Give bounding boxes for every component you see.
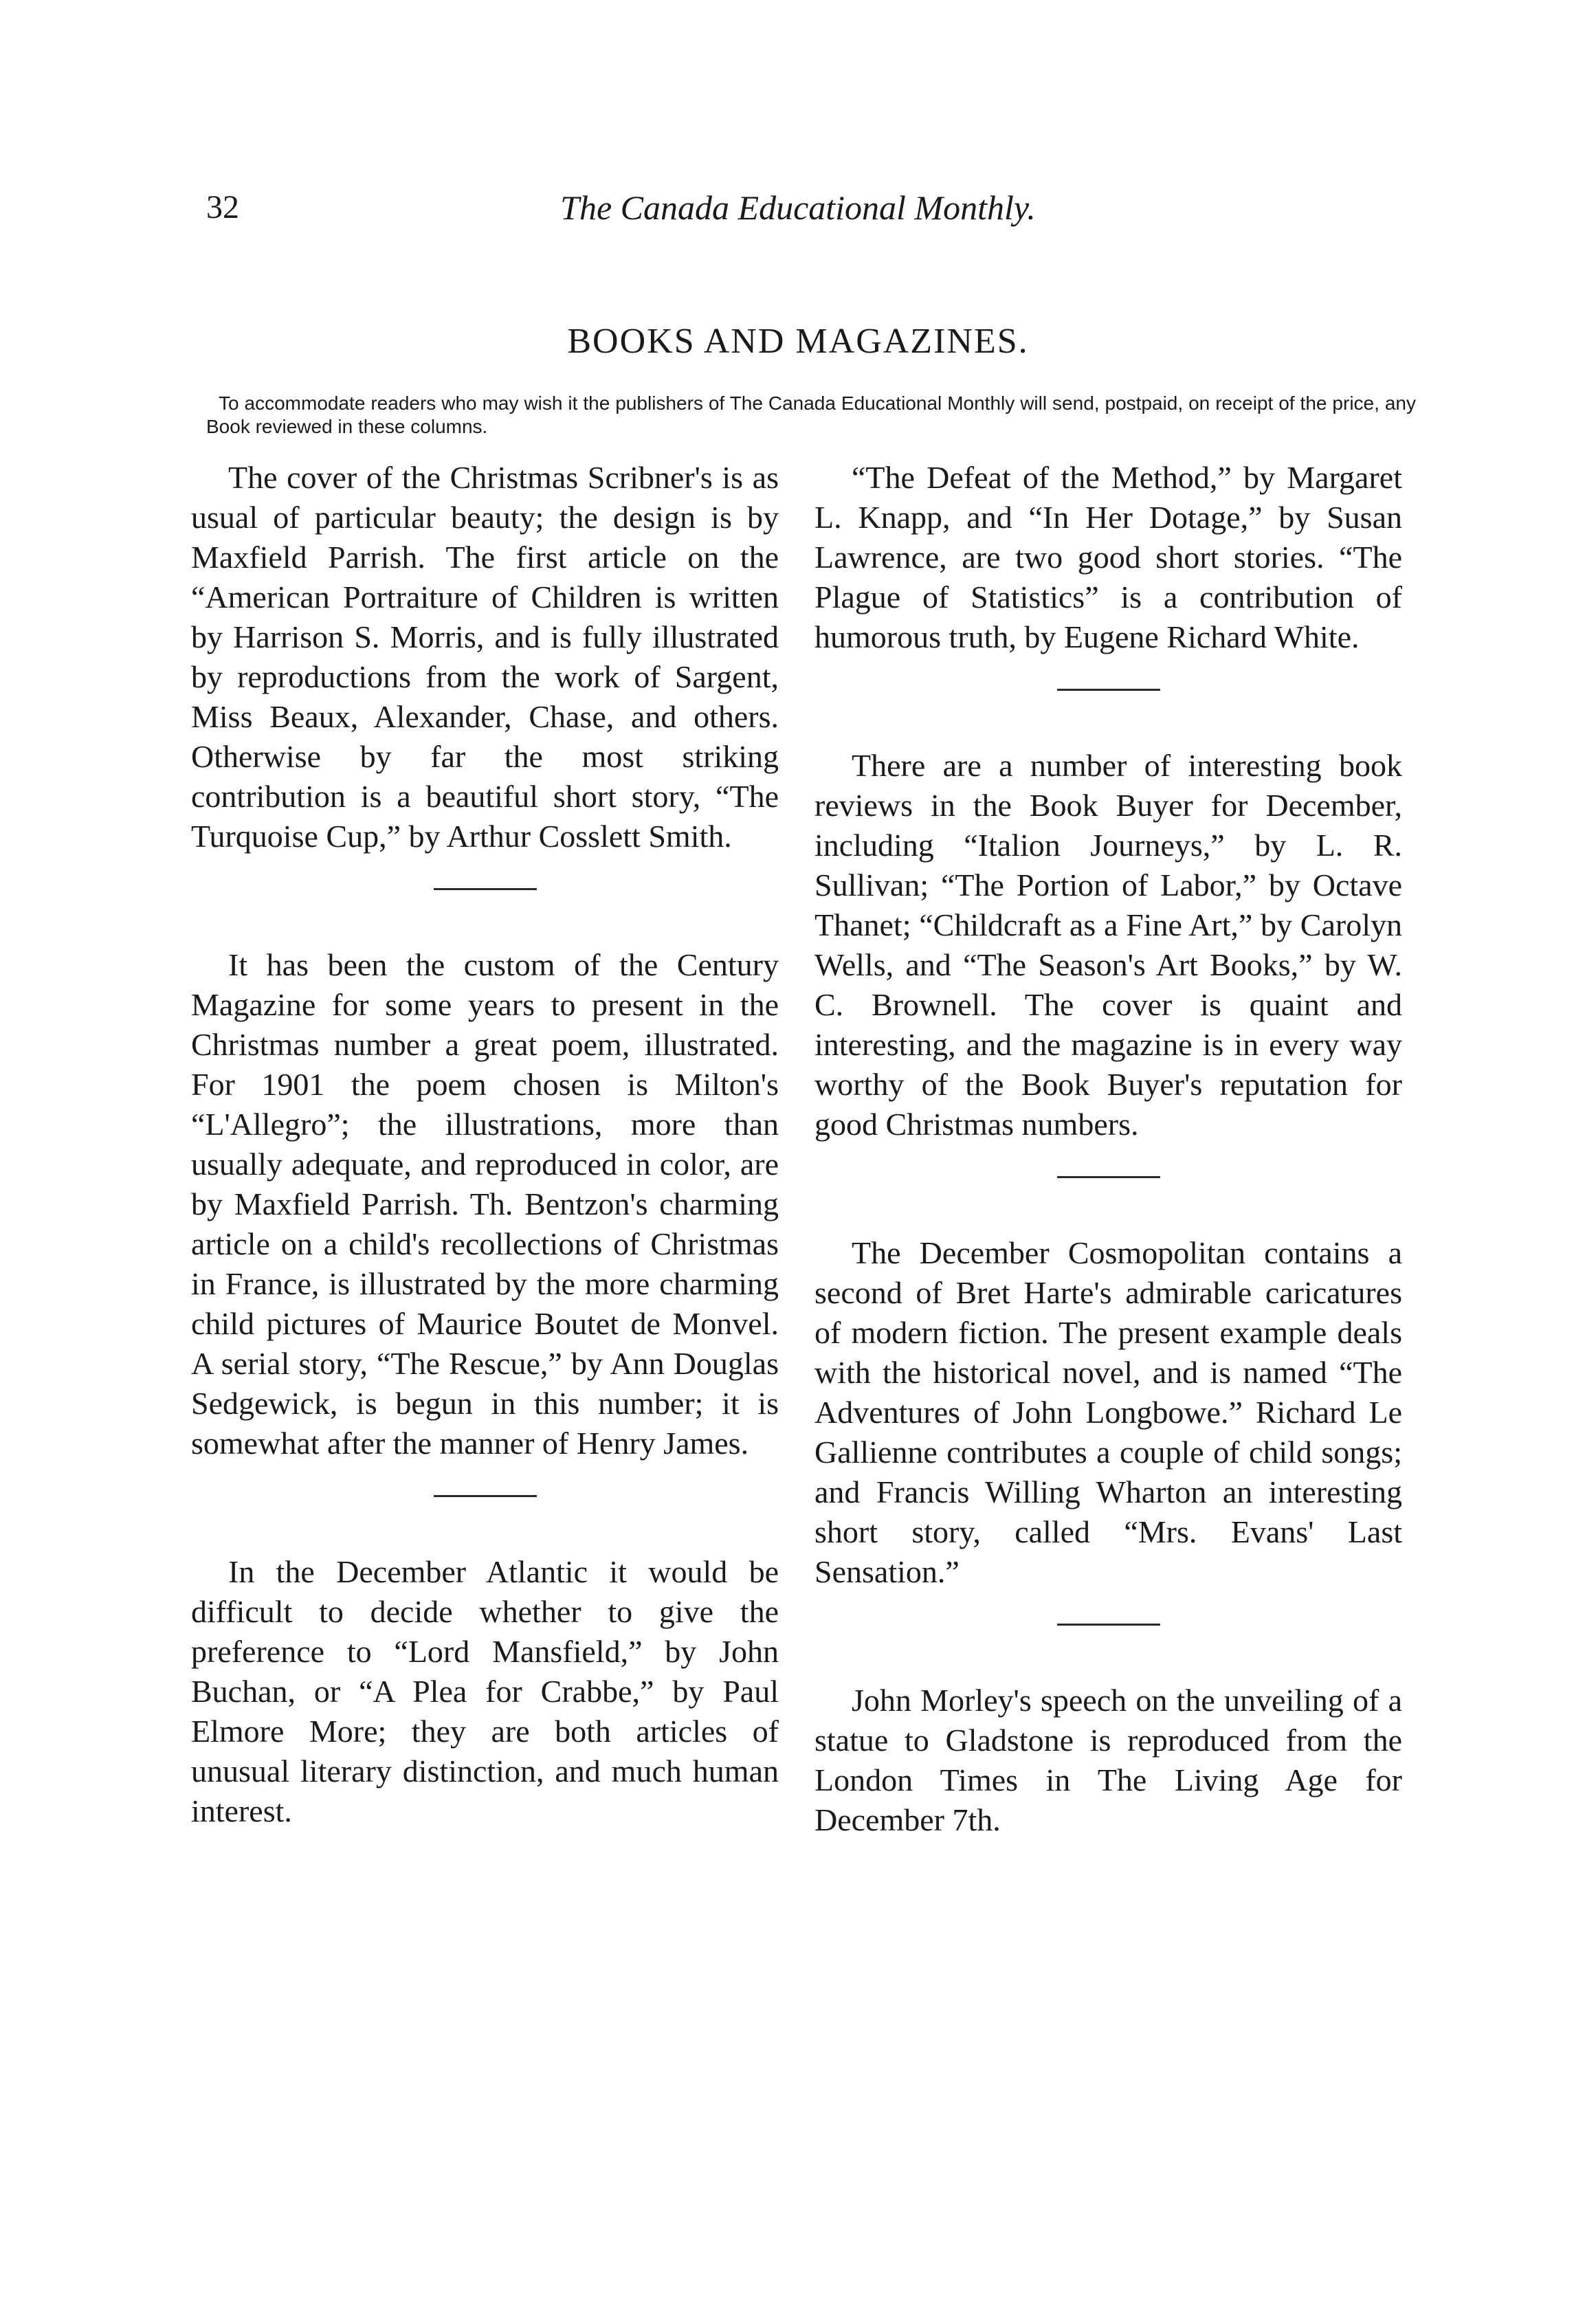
divider	[1057, 1624, 1160, 1626]
divider	[1057, 689, 1160, 691]
article-scribners: The cover of the Christmas Scribner's is as usual of particular beauty; the design is by Maxfield Parrish. The first article on the “American Portraiture of Children is written by Harrison S. Morris, and is fully illustrated by reproductions from the work of Sargent, Miss Beaux, Alexander, Chase, and others. Otherwise by far the most striking contribution is a beautiful short story, “The Turquoise Cup,” by Arthur Cosslett Smith.	[191, 460, 779, 854]
divider	[434, 1495, 537, 1497]
article-book-buyer: There are a number of interesting book reviews in the Book Buyer for December, including “Italion Journeys,” by L. R. Sullivan; “The Portion of Labor,” by Octave Thanet; “Childcraft as a Fine Art,” by Carolyn Wells, and “The Season's Art Books,” by W. C. Brownell. The cover is quaint and interesting, and the magazine is in every way worthy of the Book Buyer's reputation for good Christmas numbers.	[814, 748, 1402, 1142]
section-title: BOOKS AND MAGAZINES.	[567, 322, 1029, 361]
left-column	[191, 458, 779, 1831]
article-atlantic: In the December Atlantic it would be difficult to decide whether to give the preference to “Lord Mansfield,” by John Buchan, or “A Plea for Crabbe,” by Paul Elmore More; they are both articles of unusual literary distinction, and much human interest.	[191, 1554, 779, 1828]
page-number: 32	[206, 189, 239, 225]
page-header	[0, 186, 1596, 241]
divider	[434, 888, 537, 890]
article-atlantic-continued: “The Defeat of the Method,” by Margaret L. Knapp, and “In Her Dotage,” by Susan Lawrence, are two good short stories. “The Plague of Statistics” is a contribution of humorous truth, by Eugene Richard White.	[814, 460, 1402, 654]
running-title: The Canada Educational Monthly.	[560, 188, 1036, 227]
article-cosmopolitan: The December Cosmopolitan contains a second of Bret Harte's admirable caricatures of modern fiction. The present example deals with the historical novel, and is named “The Adventures of John Longbowe.” Richard Le Gallienne contributes a couple of child songs; and Francis Willing Wharton an interesting short story, called “Mrs. Evans' Last Sensation.”	[814, 1235, 1402, 1589]
publisher-notice: To accommodate readers who may wish it the publishers of The Canada Educational Monthly will send, postpaid, on receipt of the price, any Book reviewed in these columns.	[206, 392, 1416, 437]
right-column	[814, 458, 1402, 1840]
divider	[1057, 1176, 1160, 1178]
article-living-age: John Morley's speech on the unveiling of a statue to Gladstone is reproduced from the London Times in The Living Age for December 7th.	[814, 1683, 1402, 1837]
article-century: It has been the custom of the Century Magazine for some years to present in the Christmas number a great poem, illustrated. For 1901 the poem chosen is Milton's “L'Allegro”; the illustrations, more than usually adequate, and reproduced in color, are by Maxfield Parrish. Th. Bentzon's charming article on a child's recollections of Christmas in France, is illustrated by the more charming child pictures of Maurice Boutet de Monvel. A serial story, “The Rescue,” by Ann Douglas Sedgewick, is begun in this number; it is somewhat after the manner of Henry James.	[191, 947, 779, 1461]
